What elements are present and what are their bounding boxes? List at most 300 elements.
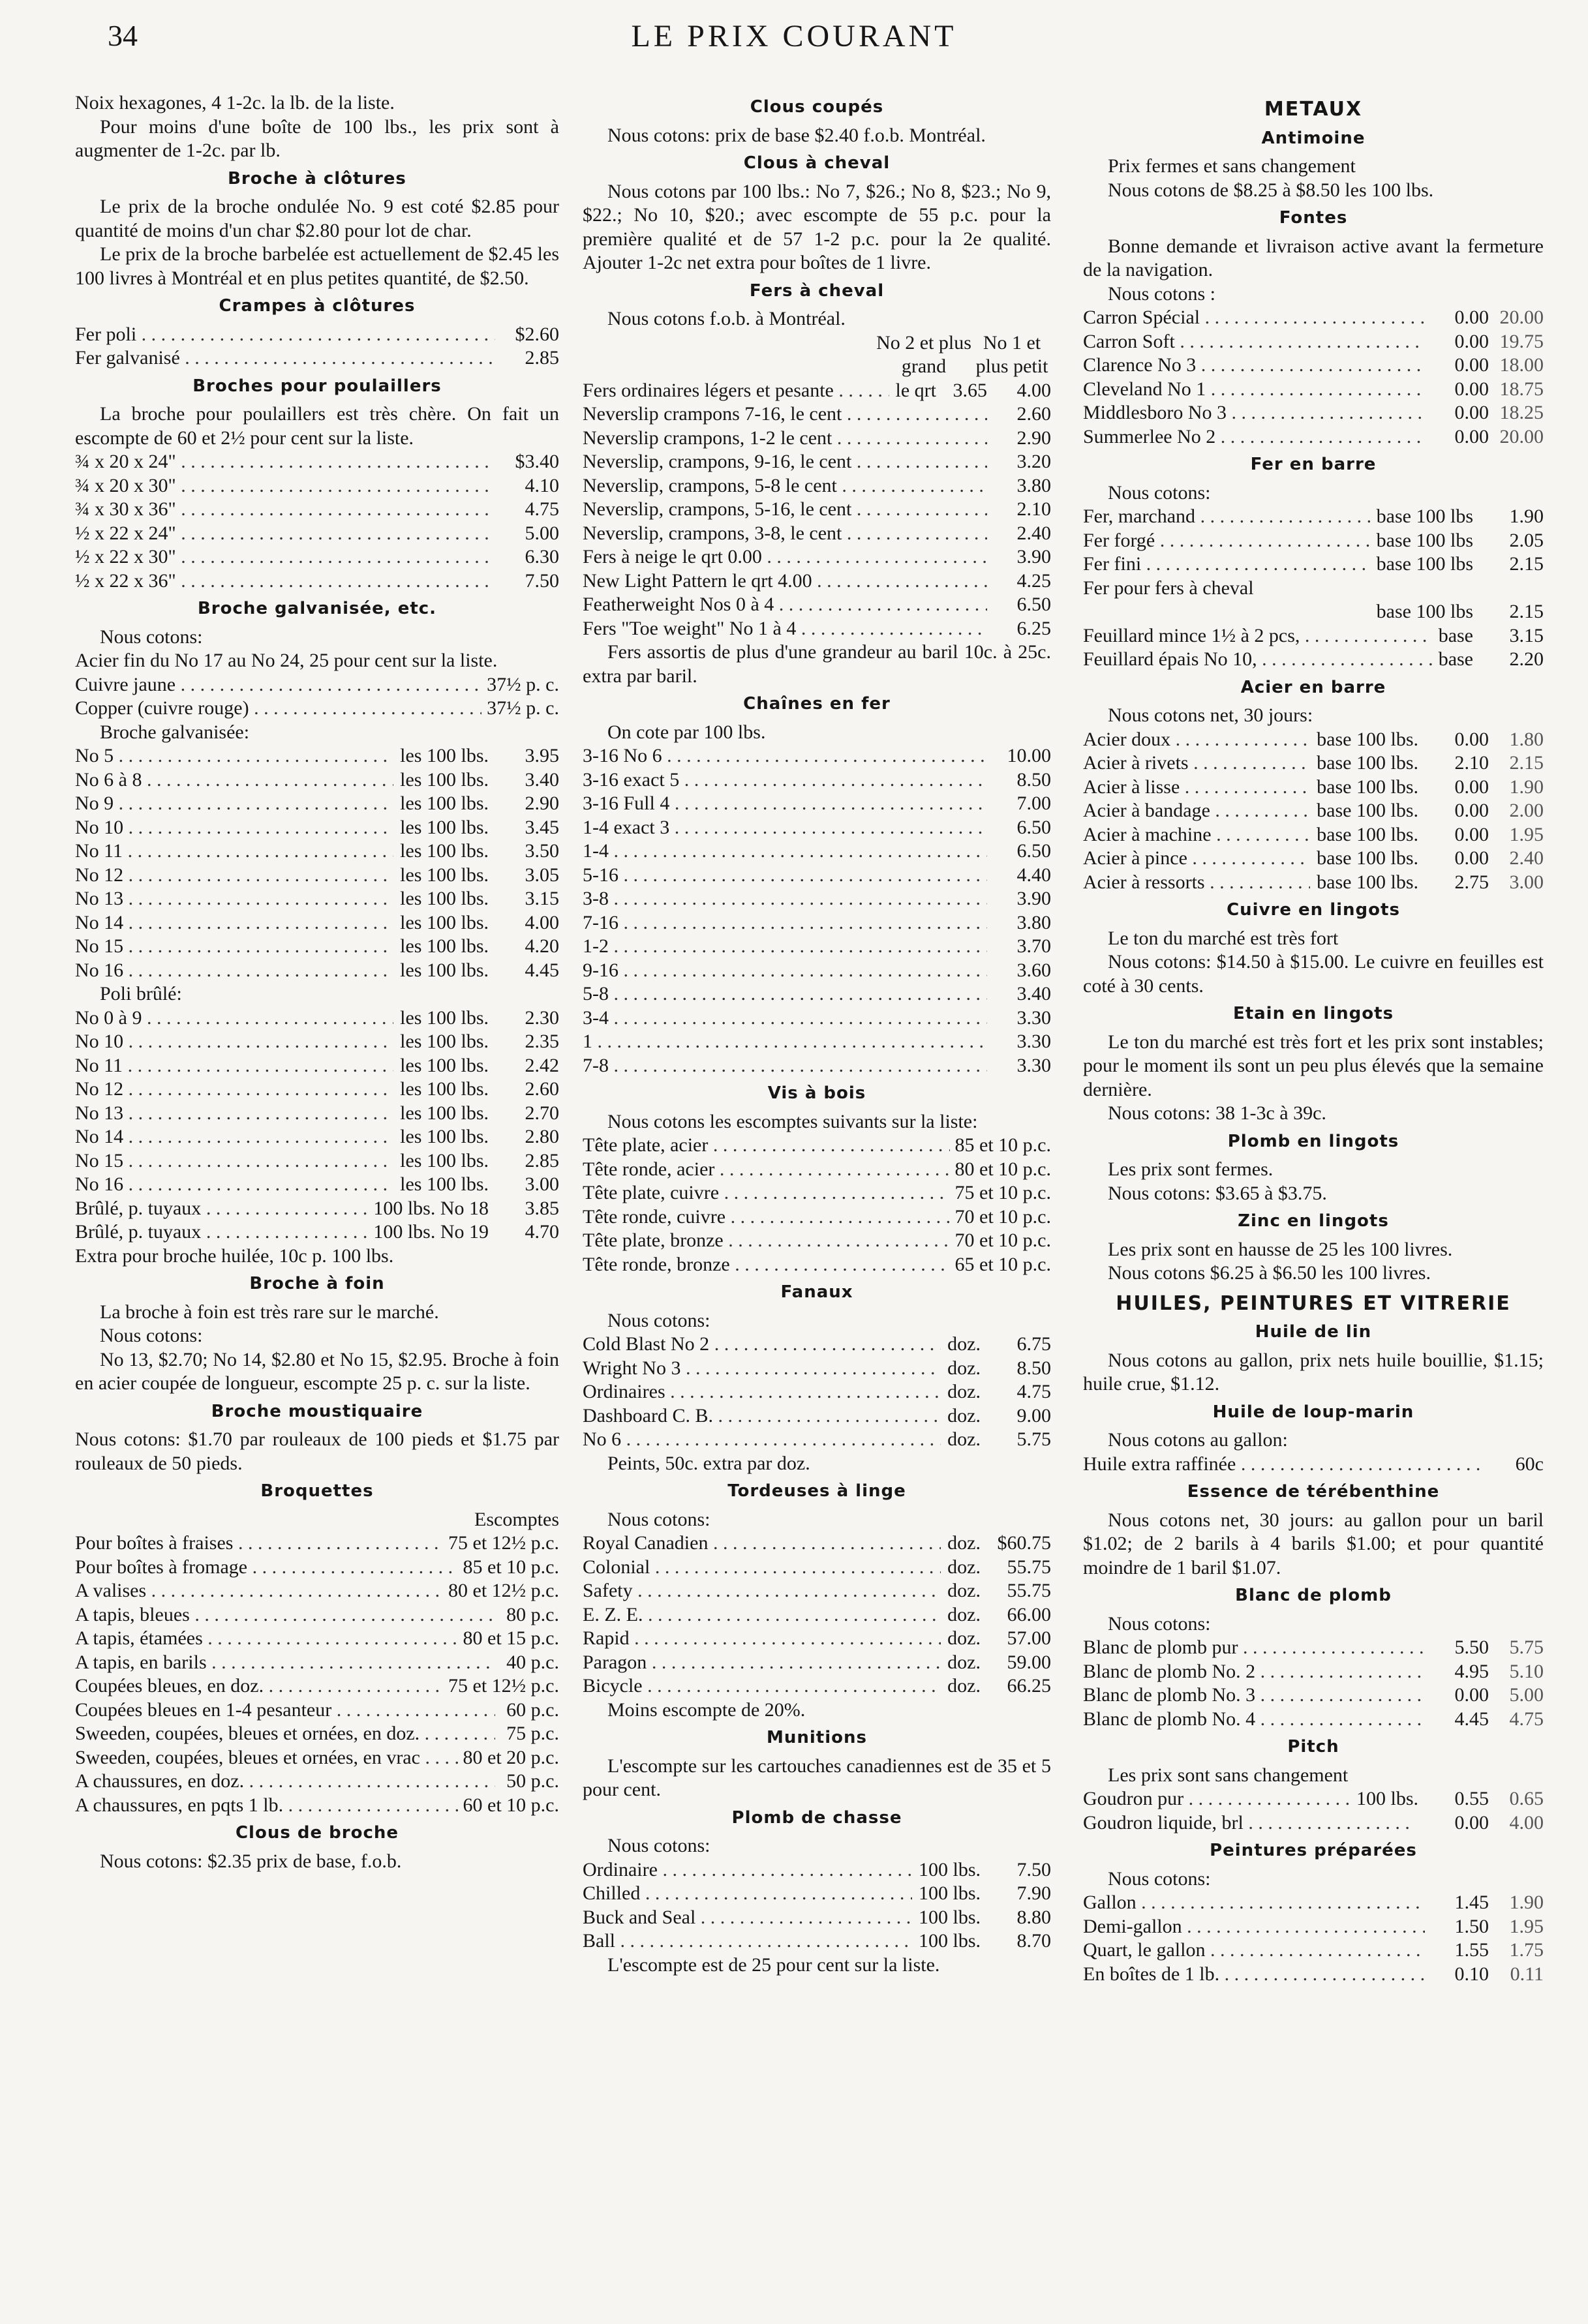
price-row [583,545,1051,569]
price-value: 2.70 [525,1102,559,1124]
paragraph: Bonne demande et livraison active avant la fermeture de la navigation. [1083,235,1544,280]
price-value: 3.65 [953,379,987,401]
paragraph: Le prix de la broche ondulée No. 9 est coté $2.85 pour quantité de moins d'un char $2.80 pour lot de char. [75,196,559,241]
unit: 100 lbs. [918,1882,981,1904]
item-label: No 14 . . . [75,911,393,935]
item-label: Neverslip, crampons, 9-16, le cent . . . [583,450,987,474]
price-row [583,768,1051,792]
price-row [583,959,1051,983]
column-header: No 1 et plus petit [975,331,1048,377]
item-label: Blanc de plomb No. 4 . . . [1083,1708,1425,1732]
unit: base 100 lbs. [1317,871,1418,893]
price-value: 65 et 10 p.c. [954,1253,1051,1275]
item-label: 5-16 . . . [583,864,987,888]
price-list [583,402,1051,641]
price-row [75,673,559,697]
price-value: 4.00 [525,911,559,933]
item-label: ½ x 22 x 36" . . . [75,569,495,594]
item-label: 3-16 exact 5 . . . [583,768,987,792]
paragraph: Nous cotons de $8.25 à $8.50 les 100 lbs. [1108,179,1434,201]
price-value: 5.75 [1509,1637,1544,1658]
price-value: 3.90 [1016,546,1051,567]
price-value: 6.75 [1016,1333,1051,1355]
price-row [583,816,1051,840]
item-label: 1-4 . . . [583,839,987,864]
price-value: 66.25 [1007,1675,1051,1697]
item-label: Fers à neige le qrt 0.00 . . . [583,545,987,569]
price-value: 0.65 [1509,1788,1544,1809]
price-value: 4.00 [1016,379,1051,401]
price-row [75,1746,559,1770]
item-label: Fer, marchand . . . [1083,505,1370,529]
unit: base [1438,624,1473,646]
section-heading: Clous de broche [235,1823,399,1843]
price-row [75,1125,559,1149]
price-value: 18.75 [1499,378,1544,400]
section-heading: Tordeuses à linge [727,1481,906,1501]
price-list [1083,728,1544,895]
item-label: ½ x 22 x 24" . . . [75,522,495,546]
unit: les 100 lbs. [400,1173,489,1195]
item-label: Neverslip, crampons, 3-8, le cent . . . [583,522,987,546]
unit: base [1438,648,1473,670]
price-row [583,1357,1051,1381]
item-label: Neverslip crampons, 1-2 le cent . . . [583,427,987,451]
price-list [583,1333,1051,1452]
price-value: 0.55 [1454,1788,1489,1809]
item-label: Ordinaire . . . [583,1858,912,1882]
unit: 100 lbs. [918,1906,981,1928]
paragraph: Nous cotons : [1108,282,1215,305]
price-value: 3.40 [525,768,559,791]
price-value: 3.95 [525,745,559,766]
price-row [583,379,1051,403]
price-value: 8.80 [1016,1906,1051,1928]
price-value: 4.70 [525,1221,559,1243]
price-value: 0.10 [1454,1963,1489,1985]
price-row [1083,1811,1544,1835]
price-value: 5.00 [525,522,559,544]
price-value: 2.30 [525,1006,559,1029]
price-row [583,569,1051,594]
price-row [583,450,1051,474]
price-value: 70 et 10 p.c. [954,1230,1051,1251]
item-label: Huile extra raffinée . . . [1083,1453,1480,1477]
item-label: Paragon . . . [583,1651,941,1675]
price-row [1083,728,1544,752]
paragraph: Acier fin du No 17 au No 24, 25 pour cent sur la liste. [75,650,498,671]
price-value: 3.60 [1016,959,1051,981]
price-value: 4.75 [1509,1708,1544,1730]
item-label: Cuivre jaune . . . [75,673,481,697]
price-row [583,1205,1051,1230]
price-value: 3.30 [1016,1054,1051,1076]
item-label: No 13 . . . [75,1102,393,1126]
price-value: 4.40 [1016,864,1051,886]
price-row [75,1794,559,1818]
price-row [1083,1708,1544,1732]
unit: base 100 lbs. [1317,800,1418,821]
section-heading: Plomb en lingots [1227,1131,1399,1151]
price-row [583,1929,1051,1954]
item-label: No 16 . . . [75,1173,393,1197]
subheading: Broche galvanisée: [100,721,250,743]
price-row [1083,823,1544,847]
price-row [75,697,559,721]
item-label: Pour boîtes à fromage . . . [75,1556,458,1580]
price-value: 7.90 [1016,1882,1051,1904]
price-value: 2.40 [1016,522,1051,544]
section-heading: Peintures préparées [1210,1841,1417,1860]
item-label: Neverslip, crampons, 5-16, le cent . . . [583,498,987,522]
item-label: No 10 . . . [75,816,393,840]
price-value: 2.60 [525,1078,559,1100]
price-row [75,569,559,594]
section-heading: Broche à foin [249,1274,385,1293]
price-row [583,1134,1051,1158]
price-value: 18.25 [1499,402,1544,423]
paragraph: Noix hexagones, 4 1-2c. la lb. de la liste. [75,92,395,113]
paragraph: On cote par 100 lbs. [607,721,766,743]
item-label: Blanc de plomb No. 3 . . . [1083,1683,1425,1708]
price-row [583,427,1051,451]
paragraph: Nous cotons f.o.b. à Montréal. [607,308,846,329]
unit: les 100 lbs. [400,935,489,957]
price-list [1083,505,1544,577]
price-row [583,1556,1051,1580]
column-1 [75,91,559,1873]
paragraph: Les prix sont sans changement [1108,1764,1349,1786]
item-label: Copper (cuivre rouge) . . . [75,697,481,721]
price-value: 3.85 [525,1197,559,1219]
item-label: No 10 . . . [75,1030,393,1054]
item-label: Fer pour fers à cheval [1083,577,1254,599]
item-label: Ball . . . [583,1929,912,1954]
item-label: Goudron pur . . . [1083,1787,1350,1811]
item-label: Tête ronde, acier . . . [583,1158,950,1182]
price-row [1083,1915,1544,1939]
item-label: ¾ x 20 x 30" . . . [75,474,495,498]
item-label: Acier à bandage . . . [1083,799,1310,823]
item-label: Sweeden, coupées, bleues et ornées, en doz. . . . [75,1722,495,1746]
unit: doz. [947,1381,981,1402]
paragraph: Nous cotons: [607,1309,710,1331]
price-value: 2.40 [1509,847,1544,869]
item-label: A chaussures, en doz. . . . [75,1770,495,1794]
price-list [75,1006,559,1197]
paragraph: Nous cotons: [100,626,203,648]
price-value: 1.75 [1509,1939,1544,1961]
price-row [583,1651,1051,1675]
price-row [75,1197,559,1221]
price-value: 0.00 [1454,354,1489,376]
unit: base 100 lbs. [1317,823,1418,845]
paragraph: Le prix de la broche barbelée est actuellement de $2.45 les 100 livres à Montréal et en plus petites quantité, de $2.50. [75,243,559,289]
price-row [75,1030,559,1054]
item-label: No 12 . . . [75,1078,393,1102]
price-value: 3.45 [525,816,559,838]
column-headers [583,331,1051,379]
price-value: 10.00 [1007,745,1051,766]
item-label: Carron Spécial . . . [1083,306,1425,330]
item-label: Tête plate, bronze . . . [583,1229,950,1253]
price-value: 40 p.c. [506,1651,559,1673]
price-row [583,1428,1051,1452]
price-value: 0.00 [1454,1811,1489,1834]
item-label: Feuillard épais No 10, . . . [1083,648,1432,672]
item-label: Acier à pince . . . [1083,847,1310,871]
paragraph: Nous cotons: $1.70 par rouleaux de 100 pieds et $1.75 par rouleaux de 50 pieds. [75,1428,559,1474]
item-label: 3-16 No 6 . . . [583,744,987,768]
paragraph: Nous cotons par 100 lbs.: No 7, $26.; No 8, $23.; No 9, $22.; No 10, $20.; avec escompte de 55 p.c. pour la première qualité et de 57 1-2 p.c. pour la 2e qualité. Ajouter 1-2c net extra pour boîtes de 1 livre. [583,180,1051,273]
section-heading: Zinc en lingots [1238,1211,1389,1231]
price-row [583,617,1051,641]
paragraph: Nous cotons: [607,1508,710,1530]
paragraph: Nous cotons: $14.50 à $15.00. Le cuivre en feuilles est coté à 30 cents. [1083,951,1544,997]
item-label: No 15 . . . [75,935,393,959]
price-row [583,1333,1051,1357]
price-value: 3.15 [1509,624,1544,646]
price-value: 60c [1515,1453,1544,1475]
item-label: Middlesboro No 3 . . . [1083,401,1425,425]
price-row [583,1158,1051,1182]
paragraph: Nous cotons: [100,1325,203,1346]
item-label: Safety . . . [583,1579,941,1603]
price-value: 2.15 [1509,601,1544,622]
item-label: Quart, le gallon . . . [1083,1939,1425,1963]
item-label: Chilled . . . [583,1882,912,1906]
price-row [1083,306,1544,330]
section-heading: Broche galvanisée, etc. [197,599,437,618]
price-list [1083,1636,1544,1731]
price-row [75,1054,559,1078]
item-label: No 13 . . . [75,887,393,911]
price-value: 0.00 [1454,728,1489,750]
price-value: 2.90 [525,792,559,814]
price-list [75,673,559,721]
unit: les 100 lbs. [400,1078,489,1100]
price-row [1083,847,1544,871]
item-label: Tête plate, acier . . . [583,1134,950,1158]
price-value: 75 et 12½ p.c. [448,1532,559,1554]
price-row [583,474,1051,498]
price-value: 2.85 [525,1149,559,1171]
price-value: 1.95 [1509,1915,1544,1937]
item-label: 1 . . . [583,1030,987,1054]
price-value: 60 et 10 p.c. [463,1794,559,1816]
price-list [1083,1891,1544,1986]
unit: doz. [947,1580,981,1601]
price-value: 5.10 [1509,1660,1544,1682]
section-heading: Plomb de chasse [731,1807,902,1828]
unit: base 100 lbs. [1317,728,1418,750]
price-value: 2.10 [1016,498,1051,520]
price-row [75,911,559,935]
category-heading: METAUX [1264,98,1363,121]
item-label: 3-4 . . . [583,1006,987,1031]
paragraph: Nous cotons: [607,1835,710,1856]
paragraph: L'escompte est de 25 pour cent sur la liste. [607,1954,940,1976]
price-row [75,498,559,522]
paragraph: Prix fermes et sans changement [1108,155,1356,177]
price-value: 0.00 [1454,402,1489,423]
price-value: 4.10 [525,474,559,496]
section-heading: Huile de loup-marin [1212,1402,1414,1422]
price-value: 3.00 [1509,871,1544,893]
price-row [1083,600,1544,624]
paragraph: Nous cotons net, 30 jours: au gallon pour un baril $1.02; de 2 barils à 4 barils $1.00; et pour quantité moindre de 1 baril $1.07. [1083,1509,1544,1578]
item-label: Gallon . . . [1083,1891,1425,1915]
price-value: 0.00 [1454,823,1489,845]
price-value: 4.75 [1016,1381,1051,1402]
item-label: Rapid . . . [583,1627,941,1651]
item-label: Carron Soft . . . [1083,330,1425,354]
price-value: 8.50 [1016,1357,1051,1379]
category-heading: HUILES, PEINTURES ET VITRERIE [1116,1291,1511,1315]
item-label: 1-4 exact 3 . . . [583,816,987,840]
price-value: 80 et 20 p.c. [463,1746,559,1768]
price-value: 2.15 [1509,752,1544,774]
price-row [75,474,559,498]
unit: les 100 lbs. [400,792,489,814]
price-value: 2.60 [1016,403,1051,425]
item-label: Brûlé, p. tuyaux . . . [75,1220,367,1245]
item-label: 5-8 . . . [583,982,987,1006]
price-row [75,346,559,370]
paragraph: Les prix sont en hausse de 25 les 100 livres. [1108,1238,1453,1260]
item-label: ¾ x 30 x 36" . . . [75,498,495,522]
paragraph: Nous cotons: $3.65 à $3.75. [1108,1182,1327,1204]
price-row [583,935,1051,959]
price-value: 80 et 15 p.c. [463,1627,559,1649]
price-row [583,1380,1051,1404]
price-row [583,1054,1051,1078]
price-row [1083,529,1544,553]
item-label: 7-8 . . . [583,1054,987,1078]
price-value: 80 et 10 p.c. [954,1158,1051,1180]
unit: les 100 lbs. [400,888,489,909]
price-row [75,1149,559,1173]
price-row [1083,425,1544,449]
item-label: No 15 . . . [75,1149,393,1173]
price-value: 3.80 [1016,911,1051,933]
price-value: 4.25 [1016,569,1051,592]
price-row [75,1770,559,1794]
price-row [75,1603,559,1627]
unit: doz. [947,1556,981,1578]
unit: doz. [947,1333,981,1355]
price-value: 3.90 [1016,888,1051,909]
price-value: 6.50 [1016,594,1051,615]
price-row [75,768,559,792]
unit: doz. [947,1603,981,1625]
item-label: ¾ x 20 x 24" . . . [75,450,495,474]
price-value: 85 et 10 p.c. [463,1556,559,1578]
paragraph: La broche pour poulaillers est très chère. On fait un escompte de 60 et 2½ pour cent sur la liste. [75,403,559,449]
item-label: Fer forgé . . . [1083,529,1370,553]
paragraph: Nous cotons $6.25 à $6.50 les 100 livres. [1108,1262,1431,1284]
section-heading: Broche moustiquaire [211,1401,423,1421]
price-value: 1.90 [1509,506,1544,527]
price-value: 3.00 [525,1173,559,1195]
price-value: 5.75 [1016,1428,1051,1450]
item-label: Colonial . . . [583,1556,941,1580]
item-label: 9-16 . . . [583,959,987,983]
item-label: Clarence No 3 . . . [1083,354,1425,378]
price-value: 0.00 [1454,425,1489,447]
paragraph: Peints, 50c. extra par doz. [607,1452,810,1474]
price-row [75,792,559,816]
unit: 100 lbs. No 18 [373,1197,489,1219]
price-value: 20.00 [1499,425,1544,447]
unit: les 100 lbs. [400,840,489,862]
price-value: 0.11 [1510,1963,1544,1985]
price-row [583,839,1051,864]
section-heading: Munitions [767,1728,867,1747]
price-value: 3.30 [1016,1006,1051,1029]
item-label: Featherweight Nos 0 à 4 . . . [583,593,987,617]
paragraph: Nous cotons au gallon: [1108,1429,1288,1451]
item-label: Coupées bleues en 1-4 pesanteur . . . [75,1698,495,1723]
item-label: Feuillard mince 1½ à 2 pcs, . . . [1083,624,1432,648]
price-value: 2.15 [1509,553,1544,575]
price-row [75,1078,559,1102]
price-row [583,1229,1051,1253]
price-value: 1.80 [1509,728,1544,750]
price-row [75,522,559,546]
item-label: 7-16 . . . [583,911,987,935]
price-value: 8.50 [1016,768,1051,791]
price-row [1083,1683,1544,1708]
price-list [1083,306,1544,449]
price-row [75,816,559,840]
section-heading: Fers à cheval [749,280,885,301]
price-value: 1.90 [1509,776,1544,798]
price-value: 70 et 10 p.c. [954,1205,1051,1228]
paragraph: L'escompte sur les cartouches canadiennes est de 35 et 5 pour cent. [583,1755,1051,1800]
unit: les 100 lbs. [400,864,489,886]
price-value: 2.10 [1454,752,1489,774]
section-heading: Broche à clôtures [228,168,406,189]
section-heading: Blanc de plomb [1235,1586,1392,1605]
price-value: 5.00 [1509,1684,1544,1706]
section-heading: Acier en barre [1240,677,1386,697]
price-value: 2.42 [525,1054,559,1076]
price-row [75,545,559,569]
price-row [1083,1891,1544,1915]
price-value: 80 p.c. [506,1603,559,1625]
item-label: No 9 . . . [75,792,393,816]
unit: doz. [947,1532,981,1554]
item-label: No 11 . . . [75,839,393,864]
unit: les 100 lbs. [400,911,489,933]
price-value: 5.50 [1454,1637,1489,1658]
price-row [75,1532,559,1556]
paragraph: Nous cotons: [1108,1612,1211,1635]
item-label: No 6 . . . [583,1428,941,1452]
price-row [583,1627,1051,1651]
item-label: Summerlee No 2 . . . [1083,425,1425,449]
price-row [583,1674,1051,1698]
price-value: $2.60 [515,323,559,345]
price-value: 60 p.c. [506,1698,559,1721]
price-row [75,1627,559,1651]
paragraph: Extra pour broche huilée, 10c p. 100 lbs. [75,1245,394,1267]
price-row [1083,505,1544,529]
unit: les 100 lbs. [400,1031,489,1052]
price-value: 55.75 [1007,1556,1051,1578]
section-heading: Broquettes [260,1481,374,1501]
